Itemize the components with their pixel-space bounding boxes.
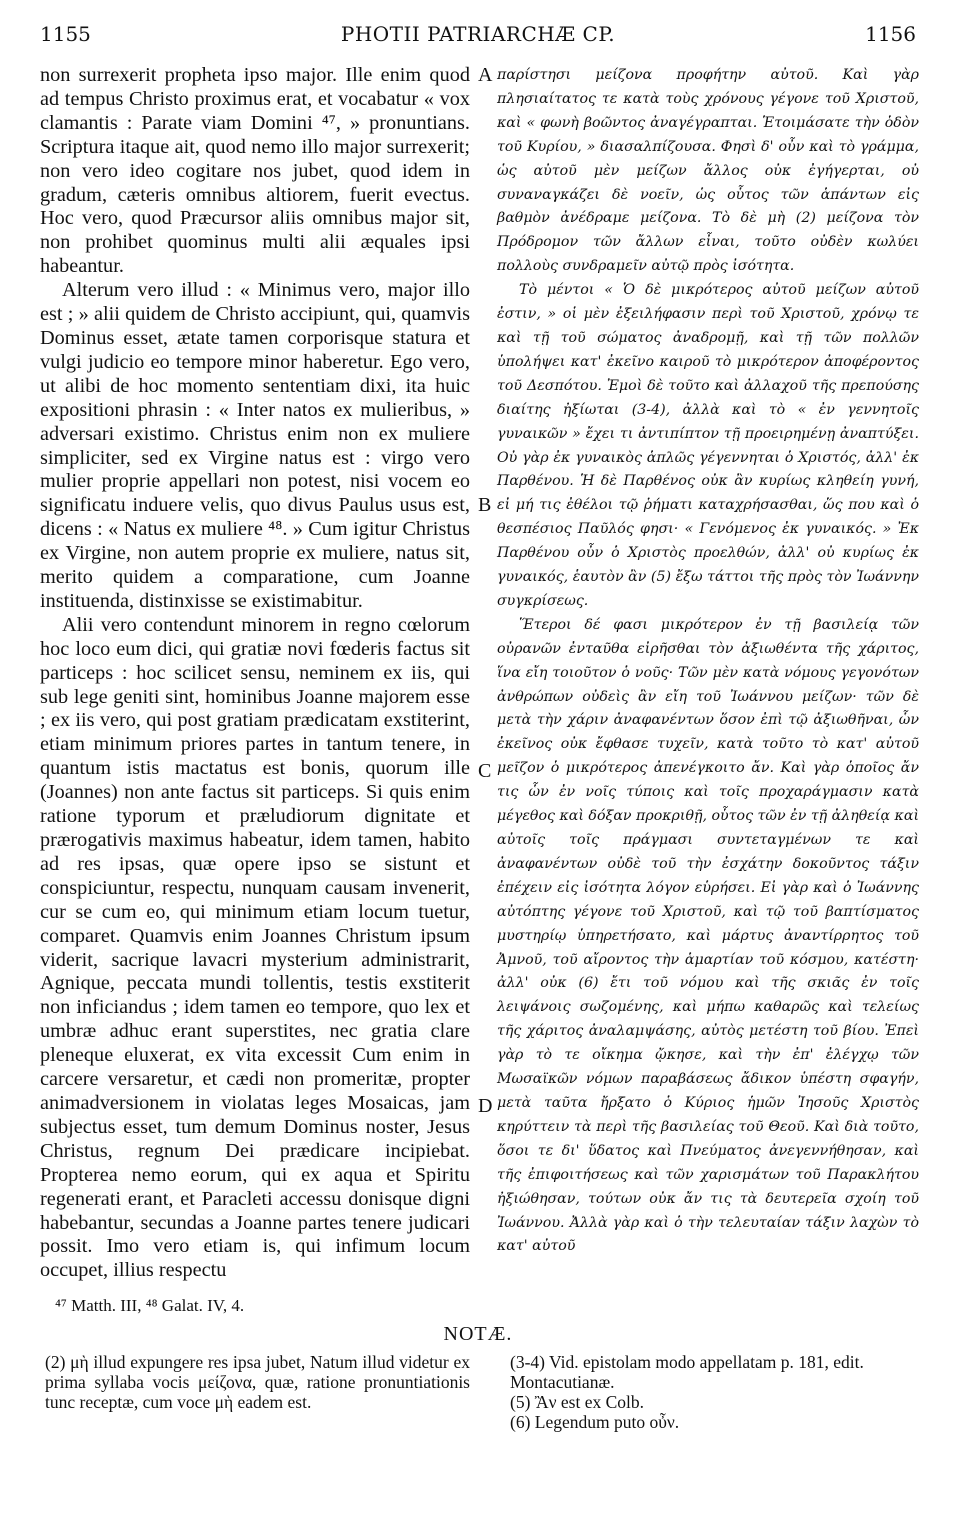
latin-paragraph: non surrexerit propheta ipso major. Ille enim quod ad tempus Christo proximus erat, et vocabatur « vox clamantis : Parate viam Domini ⁴⁷, » pronuntians. Scriptura itaque ait, quod nemo illo major surrexerit; non vero ideo cogitare nos jubet, quod idem in gradum, cæteris omnibus altiorem, fuerit evectus. Hoc vero, quod Præcursor aliis omnibus major sit, non prohibet quominus multi alii æquales ipsi habeantur. <box>40 64 470 278</box>
margin-letter-d: D <box>478 1095 493 1117</box>
note-5: (5) Ἂν est ex Colb. <box>510 1392 645 1412</box>
notes-right-column <box>510 1352 920 1432</box>
latin-paragraph: Alii vero contendunt minorem in regno cœlorum hoc loco eum dici, qui gratiæ novi fœderis factus sit particeps : hoc scilicet sensu, neminem ex iis, qui sub lege geniti sint, hominibus Joanne majorem esse ; ex iis vero, qui post gratiam prædicatam exstiterint, etiam minimum priores partes in tantum tenere, in quantum istis mactatus est bonis, quorum ille (Joannes) non ante factus sit particeps. Si quis enim ratione typorum et præludiorum dignitate et prærogativis maximus habeatur, idem tamen, habito ad res ipsas, quæ opere ipso se sistunt et conspiciuntur, respectu, nunquam causam invenerit, cur se cum eo, qui minimum etiam locum tuetur, comparet. Quamvis enim Joannes Christum ipsum viderit, sacrique lavacri mysterium administrarit, Agnique, peccata mundi tollentis, testis exstiterit non inficiandus ; idem tamen eo tempore, quo lex et umbræ adhuc erant superstites, nec gratia clare pleneque eluxerat, ex vita excessit Cum enim in carcere versaretur, et cædi non promeritæ, propter animadversionem in violatas leges Mosaicas, jam subjectus esset, tum demum Dominus noster, Jesus Christus, regnum Dei prædicare incipiebat. Propterea nemo eorum, qui ex aqua et Spiritu regenerati erant, et Paracleti accessu donisque digni habebantur, secundas a Joanne partes tenere judicari possit. Imo vero etiam is, qui infimum locum occupet, illius respectu <box>40 613 470 1282</box>
greek-paragraph: Τὸ μέντοι « Ὁ δὲ μικρότερος αὐτοῦ μείζων αὐτοῦ ἐστιν, » οἱ μὲν ἐξειλήφασιν περὶ τοῦ Χριστοῦ, χρόνῳ τε καὶ τῇ τοῦ σώματος ἀναδρομῇ, καὶ τῇ τῶν πολλῶν ὑπολήψει κατ' ἐκεῖνο καιροῦ τὸ μικρότερον ἀποφέροντος τοῦ Δεσπότου. Ἐμοὶ δὲ τοῦτο καὶ ἀλλαχοῦ τῆς πρεπούσης διαίτης ἠξίωται (3-4), ἀλλὰ καὶ τὸ « ἐν γεννητοῖς γυναικῶν » ἔχει τι ἀντιπίπτον τῇ προειρημένῃ ἀναπτύξει. Οὐ γὰρ ἐκ γυναικὸς ἁπλῶς γέγεννηται ὁ Χριστός, ἀλλ' ἐκ Παρθένου. Ἡ δὲ Παρθένος οὐκ ἂν κυρίως κληθείη γυνή, εἰ μή τις ἐθέλοι τῷ ῥήματι καταχρήσασθαι, ὥς που καὶ ὁ θεσπέσιος Παῦλός φησι· « Γενόμενος ἐκ γυναικός. » Ἐκ Παρθένου οὖν ὁ Χριστὸς προελθών, ἀλλ' οὐ κυρίως ἐκ γυναικός, ἑαυτὸν ἂν (5) ἔξω τάττοι τῆς πρὸς τὸν Ἰωάννην συγκρίσεως. <box>497 282 919 609</box>
margin-letter-c: C <box>478 760 492 782</box>
greek-column <box>497 64 919 1259</box>
margin-letter-b: B <box>478 494 492 516</box>
latin-column <box>40 64 470 1283</box>
running-title: PHOTII PATRIARCHÆ CP. <box>340 22 616 46</box>
note-6: (6) Legendum puto οὖν. <box>510 1412 680 1432</box>
greek-paragraph: παρίστησι μείζονα προφήτην αὐτοῦ. Καὶ γὰρ πλησιαίτατος τε κατὰ τοὺς χρόνους γέγονε τοῦ Χριστοῦ, καὶ « φωνὴ βοῶντος ἀναγέγραπται. Ἑτοιμάσατε τὴν ὁδὸν τοῦ Κυρίου, » διασαλπίζουσα. Φησὶ δ' οὖν καὶ τὸ γράμμα, ὡς αὐτοῦ μὲν μείζων ἄλλος οὐκ ἐγήγερται, οὐ συναναγκάζει δὲ νοεῖν, ὡς οὗτος τῶν ἁπάντων εἰς βαθμὸν ἀνέδραμε μείζονα. Τὸ δὲ μὴ (2) μείζονα τὸν Πρόδρομον τῶν ἄλλων εἶναι, τοῦτο οὐδὲν κωλύει πολλοὺς συνδραμεῖν αὐτῷ πρὸς ἰσότητα. <box>497 67 919 275</box>
greek-paragraph: Ἕτεροι δέ φασι μικρότερον ἐν τῇ βασιλείᾳ τῶν οὐρανῶν ἐνταῦθα εἰρῆσθαι τὸν ἀξιωθέντα τῆς χάριτος, ἵνα εἴη τοιοῦτον ὁ νοῦς· Τῶν μὲν κατὰ νόμους γεγονότων ἀνθρώπων οὐδεὶς ἂν εἴη τοῦ Ἰωάννου μείζων· τῶν δὲ μετὰ τὴν χάριν ἀναφανέντων ὅσον ἐπὶ τῷ ἀξιωθῆναι, ὧν ἐκεῖνος οὐκ ἔφθασε τυχεῖν, κατὰ τοῦτο τὸ κατ' αὐτοῦ μεῖζον ὁ μικρότερος ἀπενέγκοιτο ἄν. Καὶ γὰρ ὁποῖος ἄν τις ὧν ἐν νοῖς τύποις καὶ τοῖς προχαράγμασιν κατὰ μέγεθος καὶ δόξαν προκριθῇ, οὗτος τῶν ἐν τῇ ἀληθείᾳ καὶ αὐτοῖς τοῖς πράγμασι συντεταγμένων τε καὶ ἀναφανέντων οὐδὲ τοῦ τὴν ἐσχάτην δοκοῦντος τάξιν ἐπέχειν εἰς ἰσότητα λόγον εὑρήσει. Εἰ γὰρ καὶ ὁ Ἰωάννης αὐτόπτης γέγονε τοῦ Χριστοῦ, καὶ τῷ τοῦ βαπτίσματος μυστηρίῳ ὑπηρετήσατο, καὶ μάρτυς ἀναντίρρητος τοῦ Ἀμνοῦ, τοῦ αἴροντος τὴν ἁμαρτίαν τοῦ κόσμου, κατέστη· ἀλλ' οὐκ (6) ἔτι τοῦ νόμου καὶ τῆς σκιᾶς ἐν τοῖς λειψάνοις σωζομένης, καὶ μήπω καθαρῶς καὶ τελείως τῆς χάριτος ἀναλαμψάσης, αὐτὸς μετέστη τοῦ βίου. Ἐπεὶ γὰρ τὸ τε οἴκημα ᾤκησε, καὶ τὴν ἐπ' ἐλέγχῳ τῶν Μωσαϊκῶν νόμων παραβάσεως ἄδικον ὑπέστη σφαγήν, μετὰ ταῦτα ἤρξατο ὁ Κύριος ἡμῶν Ἰησοῦς Χριστὸς κηρύττειν τὰ περὶ τῆς βασιλείας τοῦ Θεοῦ. Καὶ διὰ τοῦτο, ὅσοι τε δι' ὕδατος καὶ Πνεύματος ἀνεγεννήθησαν, καὶ τῆς ἐπιφοιτήσεως καὶ τῶν χαρισμάτων τοῦ Παρακλήτου ἠξιώθησαν, τούτων οὐκ ἄν τις τὰ δευτερεῖα σχοίη τοῦ Ἰωάννου. Ἀλλὰ γὰρ καὶ ὁ τὴν τελευταίαν τάξιν λαχὼν τὸ κατ' αὐτοῦ <box>497 616 920 1255</box>
margin-letter-a: A <box>478 64 493 86</box>
notes-heading: NOTÆ. <box>443 1323 513 1345</box>
right-page-number: 1156 <box>865 22 916 46</box>
page-header <box>40 22 916 52</box>
scripture-footnotes: ⁴⁷ Matth. III, ⁴⁸ Galat. IV, 4. <box>55 1296 245 1315</box>
note-2: (2) μὴ illud expungere res ipsa jubet, Natum illud videtur ex prima syllaba vocis μείζονα, quæ, ratione pronuntiationis tunc receptæ, cum voce μὴ eadem est. <box>45 1352 470 1412</box>
note-3-4: (3-4) Vid. epistolam modo appellatam p. 181, edit. Montacutianæ. <box>510 1352 864 1392</box>
latin-paragraph: Alterum vero illud : « Minimus vero, major illo est ; » alii quidem de Christo accipiunt, qui, quamvis Dominus esset, ætate tamen corporisque statura et vulgi judicio eo tempore minor haberetur. Ego vero, ut alibi de hoc momento sententiam dixi, ita huic expositioni phrasin : « Inter natos ex mulieribus, » adversari existimo. Christus enim non ex muliere simpliciter, sed ex Virgine natus est : virgo vero mulier proprie appellari non potest, nisi vocem eo significatu induere velis, quo divus Paulus usus est, dicens : « Natus ex muliere ⁴⁸. » Cum igitur Christus ex Virgine, non autem proprie ex muliere, natus sit, merito quidem a comparatione, cum Joanne instituenda, distinxisse se existimabitur. <box>40 279 470 612</box>
left-page-number: 1155 <box>40 22 91 46</box>
